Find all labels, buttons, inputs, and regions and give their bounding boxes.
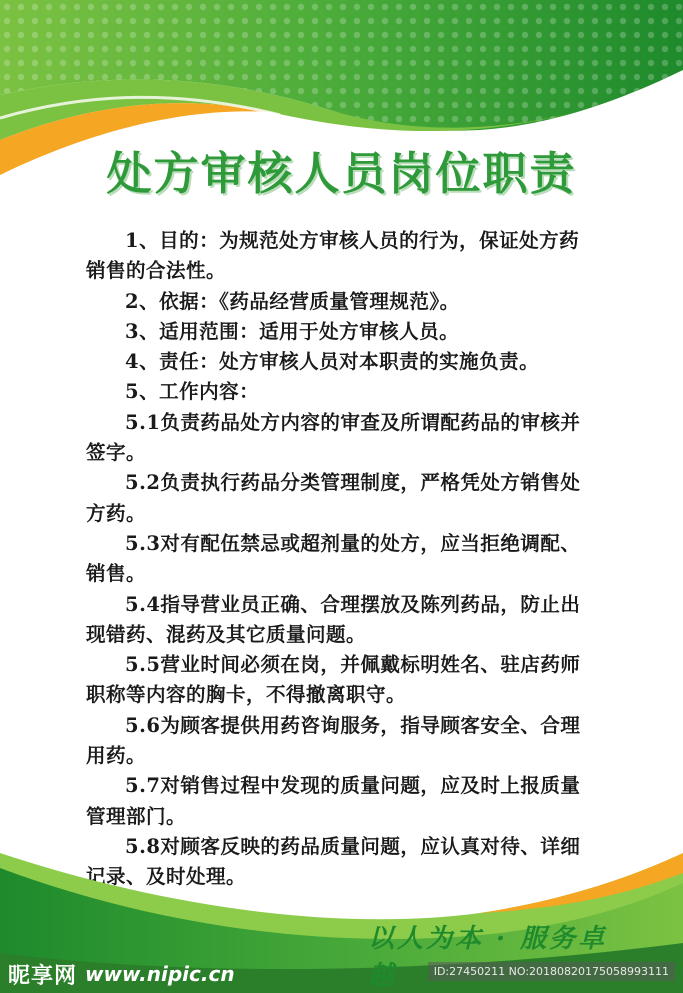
slogan: 以人为本 · 服务卓越 xyxy=(368,924,608,991)
paragraph: 1、目的：为规范处方审核人员的行为，保证处方药销售的合法性。 xyxy=(86,229,580,283)
watermark-logo: 昵享网 xyxy=(8,963,78,989)
paragraph: 5.5营业时间必须在岗，并佩戴标明姓名、驻店药师职称等内容的胸卡，不得撤离职守。 xyxy=(86,653,581,707)
duties-content xyxy=(86,226,598,893)
watermark-id: ID:27450211 NO:20180820175058993111 xyxy=(428,962,675,981)
paragraph: 4、责任：处方审核人员对本职责的实施负责。 xyxy=(125,350,540,374)
paragraph: 5.8对顾客反映的药品质量问题，应认真对待、详细记录、及时处理。 xyxy=(86,834,581,889)
paragraph: 3、适用范围：适用于处方审核人员。 xyxy=(125,319,460,343)
paragraph: 5、工作内容： xyxy=(125,380,260,404)
paragraph: 5.1负责药品处方内容的审查及所谓配药品的审核并签字。 xyxy=(86,410,581,465)
page-title: 处方审核人员岗位职责 xyxy=(106,147,577,200)
site-watermark xyxy=(8,959,235,989)
paragraph: 2、依据：《药品经营质量管理规范》。 xyxy=(125,289,460,313)
paragraph: 5.6为顾客提供用药咨询服务，指导顾客安全、合理用药。 xyxy=(86,713,581,768)
paragraph: 5.4指导营业员正确、合理摆放及陈列药品，防止出现错药、混药及其它质量问题。 xyxy=(86,592,581,646)
paragraph: 5.2负责执行药品分类管理制度，严格凭处方销售处方药。 xyxy=(86,471,581,525)
paragraph: 5.3对有配伍禁忌或超剂量的处方，应当拒绝调配、销售。 xyxy=(86,531,581,586)
watermark-url: www.nipic.cn xyxy=(85,962,235,986)
paragraph: 5.7对销售过程中发现的质量问题，应及时上报质量管理部门。 xyxy=(86,774,581,828)
